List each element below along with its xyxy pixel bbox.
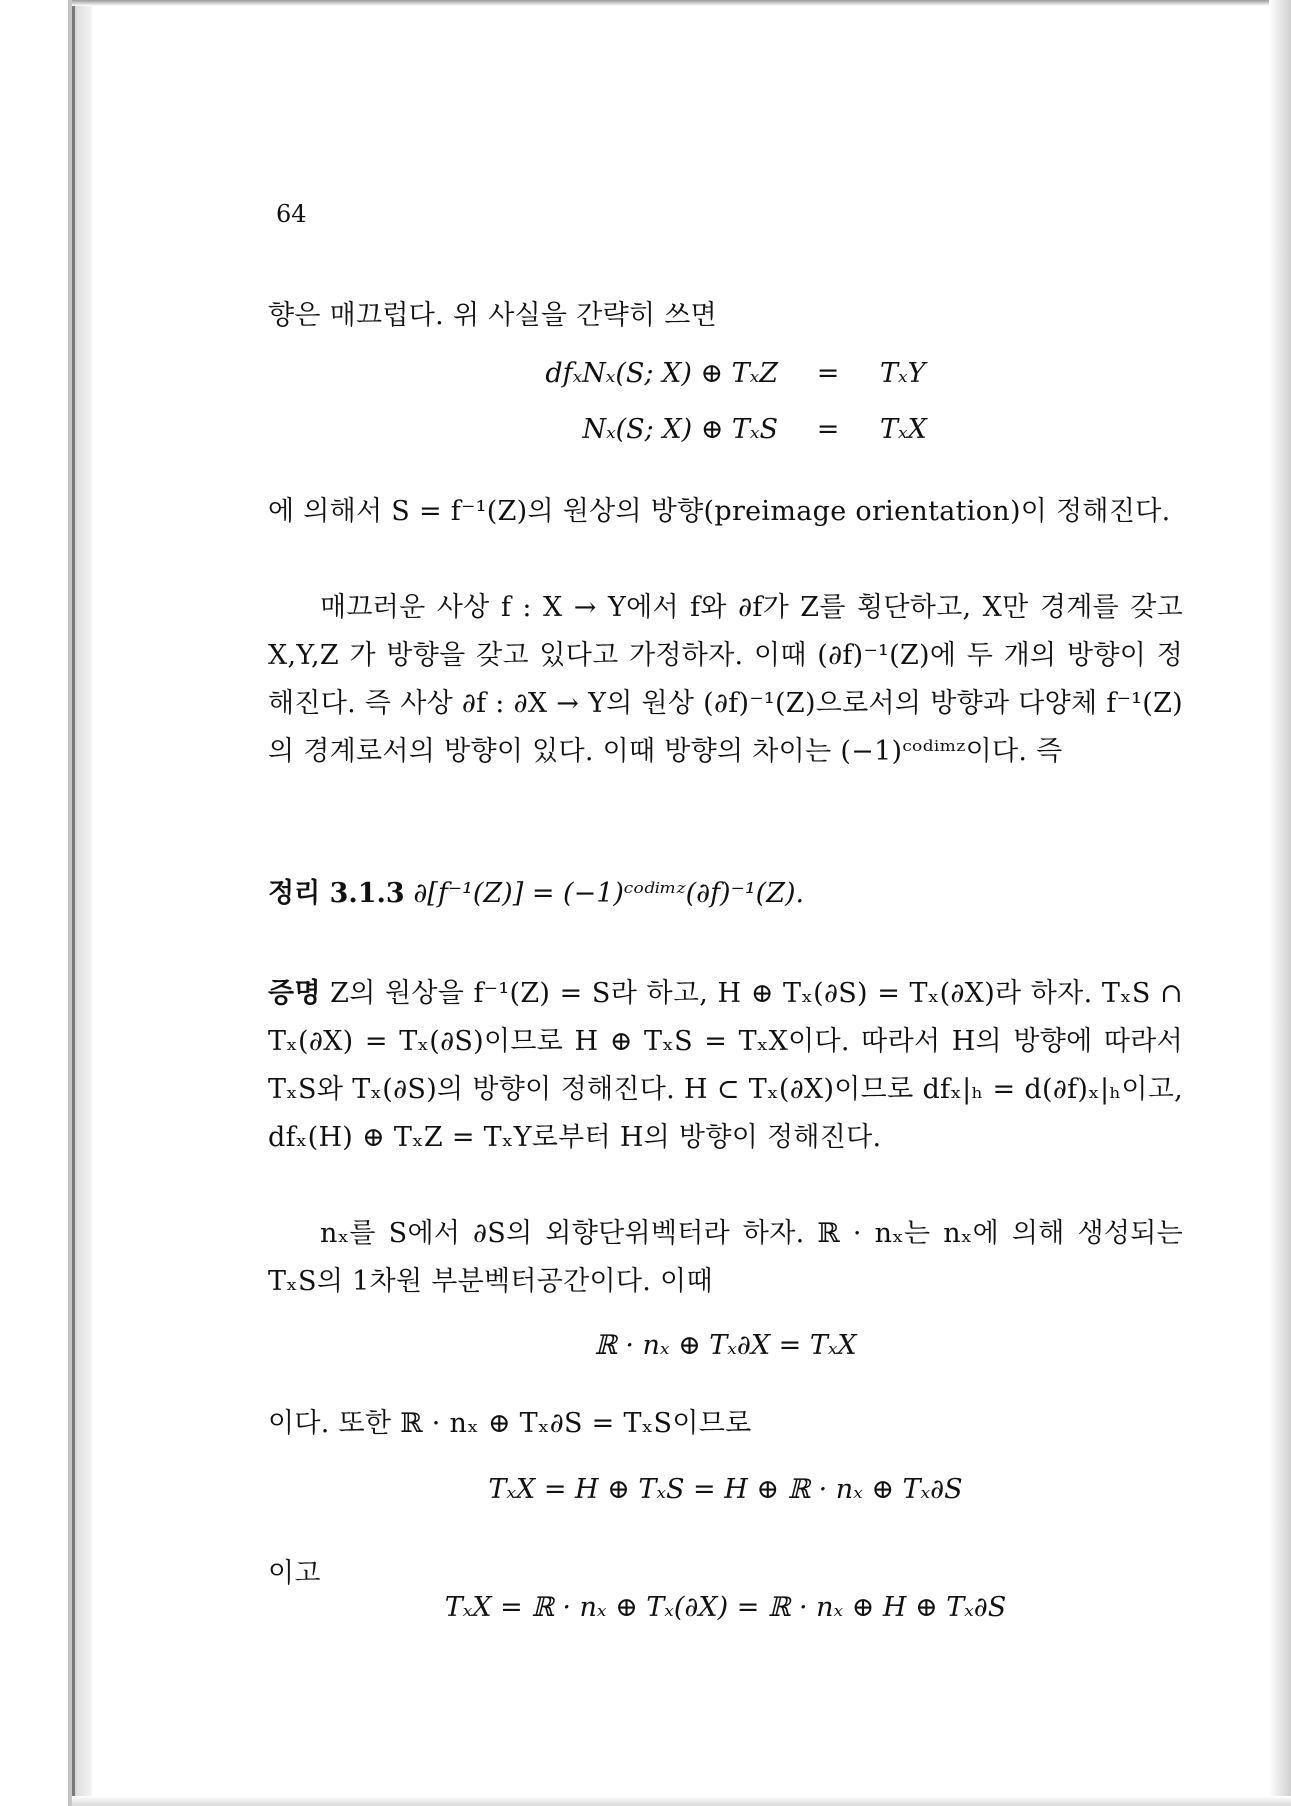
eq1-row1-rhs: TₓY xyxy=(880,358,926,389)
page-number: 64 xyxy=(276,200,307,228)
proof-text: Z의 원상을 f⁻¹(Z) = S라 하고, H ⊕ Tₓ(∂S) = Tₓ(∂X)라 하자. TₓS ∩ Tₓ(∂X) = Tₓ(∂S)이므로 H ⊕ TₓS = TₓX이다. 따라서 H의 방향에 따라서 TₓS와 Tₓ(∂S)의 방향이 정해진다. H ⊂ Tₓ(∂X)이므로 dfₓ|ₕ = d(∂f)ₓ|ₕ이고, dfₓ(H) ⊕ TₓZ = TₓY로부터 H의 방향이 정해진다. xyxy=(268,978,1183,1153)
equation-2: ℝ · nₓ ⊕ Tₓ∂X = TₓX xyxy=(594,1330,857,1361)
proof-label: 증명 xyxy=(268,978,321,1009)
theorem-statement: ∂[f⁻¹(Z)] = (−1)ᶜᵒᵈⁱᵐᶻ(∂f)⁻¹(Z). xyxy=(413,878,805,909)
theorem-3-1-3 xyxy=(268,870,804,918)
equation-4: TₓX = ℝ · nₓ ⊕ Tₓ(∂X) = ℝ · nₓ ⊕ H ⊕ Tₓ∂S xyxy=(444,1592,1007,1623)
paragraph-also: 이다. 또한 ℝ · nₓ ⊕ Tₓ∂S = TₓS이므로 xyxy=(268,1408,752,1439)
paragraph-preimage-orientation: 에 의해서 S = f⁻¹(Z)의 원상의 방향(preimage orientation)이 정해진다. xyxy=(268,496,1171,527)
eq1-row1-lhs: dfₓNₓ(S; X) ⊕ TₓZ xyxy=(545,358,778,389)
page-right-shadow xyxy=(1269,0,1291,1806)
theorem-label: 정리 3.1.3 xyxy=(268,878,405,909)
eq1-row1-rel: = xyxy=(816,358,840,389)
proof-paragraph xyxy=(268,970,1183,1162)
eq1-row2-rhs: TₓX xyxy=(880,414,927,445)
page-top-edge xyxy=(72,0,1291,6)
page-binding-edge xyxy=(72,0,75,1806)
eq1-row2-rel: = xyxy=(816,414,840,445)
paragraph-boundary-orientation: 매끄러운 사상 f : X → Y에서 f와 ∂f가 Z를 횡단하고, X만 경계를 갖고 X,Y,Z 가 방향을 갖고 있다고 가정하자. 이때 (∂f)⁻¹(Z)에 두 개의 방향이 정해진다. 즉 사상 ∂f : ∂X → Y의 원상 (∂f)⁻¹(Z)으로서의 방향과 다양체 f⁻¹(Z)의 경계로서의 방향이 있다. 이때 방향의 차이는 (−1)ᶜᵒᵈⁱᵐᶻ이다. 즉 xyxy=(268,592,1183,767)
eq1-row2-lhs: Nₓ(S; X) ⊕ TₓS xyxy=(582,414,778,445)
page-bottom-shade xyxy=(72,1796,1291,1806)
paragraph-outward-normal: nₓ를 S에서 ∂S의 외향단위벡터라 하자. ℝ · nₓ는 nₓ에 의해 생성되는 TₓS의 1차원 부분벡터공간이다. 이때 xyxy=(268,1218,1183,1297)
equation-3: TₓX = H ⊕ TₓS = H ⊕ ℝ · nₓ ⊕ Tₓ∂S xyxy=(488,1474,963,1505)
paragraph-and: 이고 xyxy=(268,1558,321,1589)
intro-text: 향은 매끄럽다. 위 사실을 간략히 쓰면 xyxy=(268,300,718,331)
